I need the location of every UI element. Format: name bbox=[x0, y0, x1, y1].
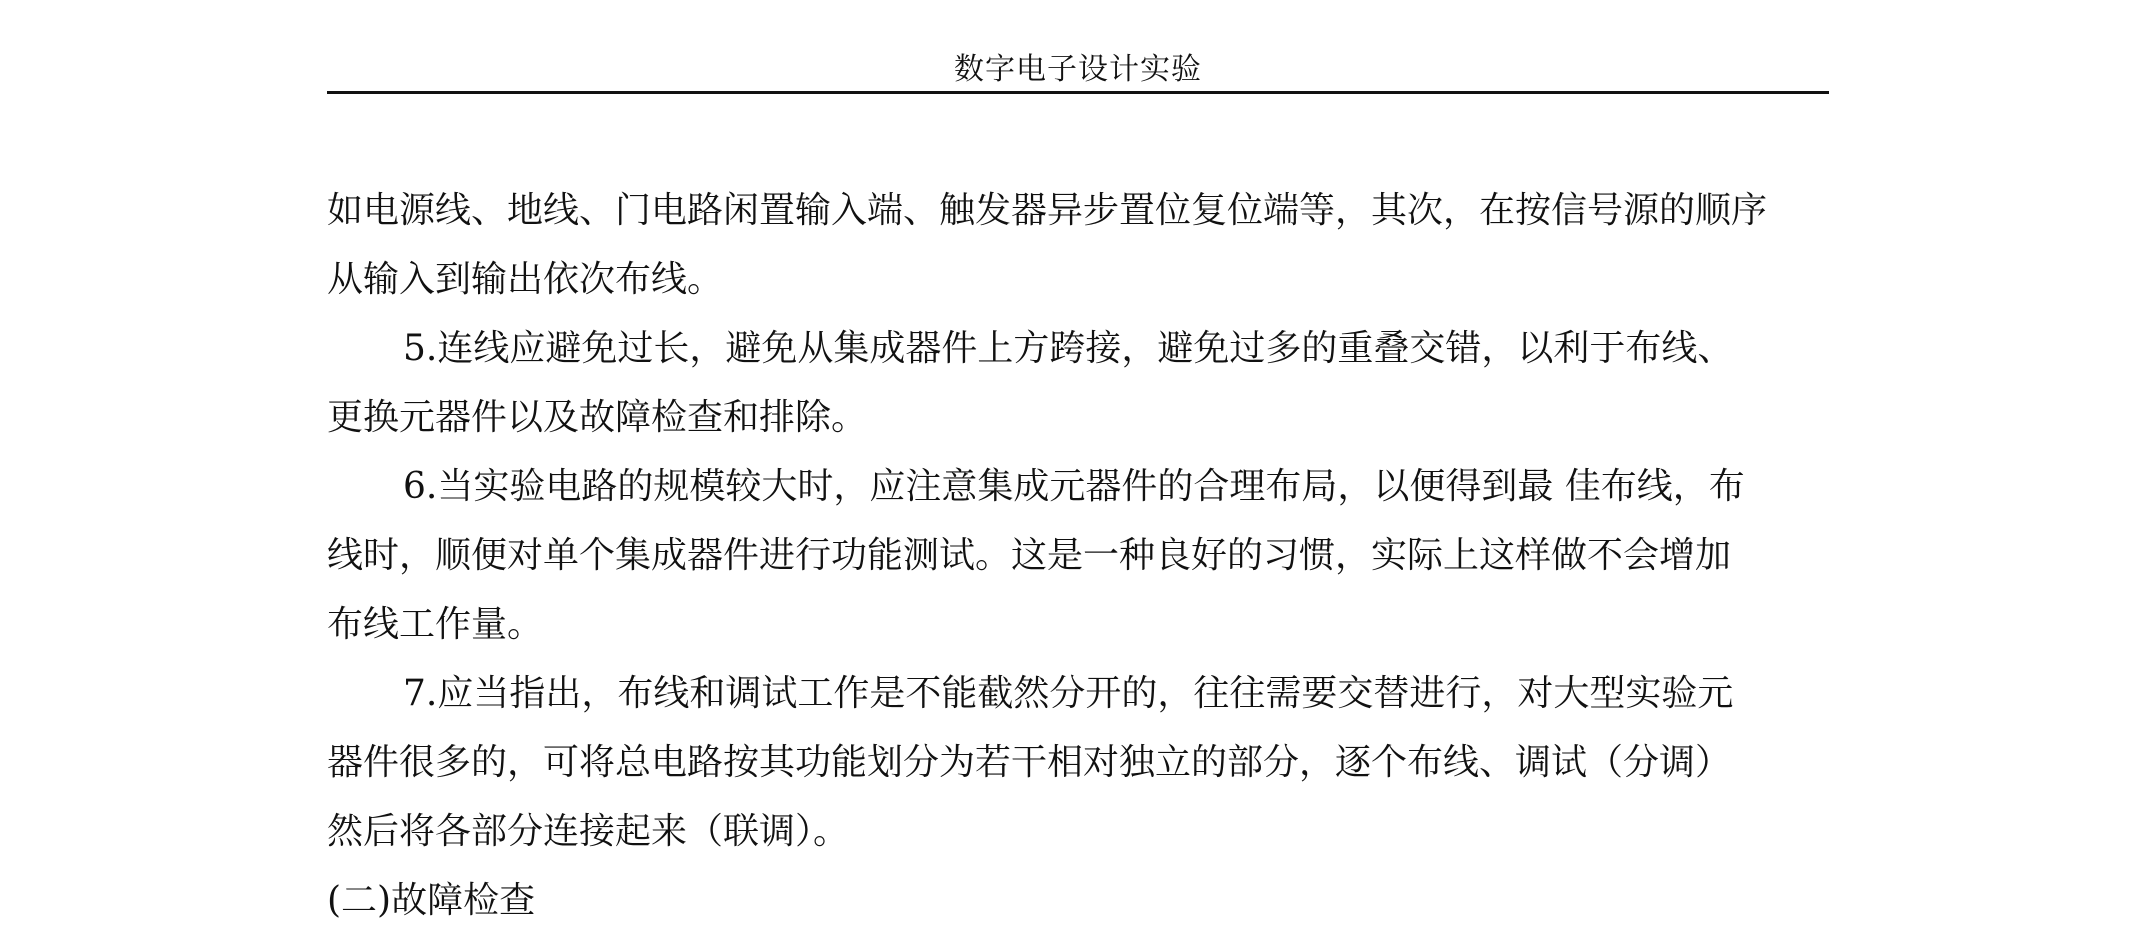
paragraph-line: 线时，顺便对单个集成器件进行功能测试。这是一种良好的习惯，实际上这样做不会增加 bbox=[327, 535, 1732, 576]
section-heading: (二)故障检查 bbox=[327, 880, 536, 921]
paragraph-line-item-7: 7.应当指出，布线和调试工作是不能截然分开的，往往需要交替进行，对大型实验元 bbox=[403, 673, 1734, 714]
paragraph-line: 然后将各部分连接起来（联调）。 bbox=[327, 811, 850, 852]
page-header-title: 数字电子设计实验 bbox=[954, 52, 1202, 87]
body-text bbox=[327, 176, 1829, 935]
paragraph-line: 更换元器件以及故障检查和排除。 bbox=[327, 397, 868, 438]
paragraph-line-item-6: 6.当实验电路的规模较大时，应注意集成元器件的合理布局，以便得到最 佳布线，布 bbox=[403, 466, 1745, 507]
paragraph-line-item-5: 5.连线应避免过长，避免从集成器件上方跨接，避免过多的重叠交错，以利于布线、 bbox=[403, 328, 1734, 369]
paragraph-line: 器件很多的，可将总电路按其功能划分为若干相对独立的部分，逐个布线、调试（分调） bbox=[327, 742, 1732, 783]
paragraph-line: 从输入到输出依次布线。 bbox=[327, 259, 724, 300]
header-divider bbox=[327, 91, 1829, 94]
paragraph-line: 如电源线、地线、门电路闲置输入端、触发器异步置位复位端等，其次，在按信号源的顺序 bbox=[327, 190, 1768, 231]
paragraph-line: 布线工作量。 bbox=[327, 604, 544, 645]
